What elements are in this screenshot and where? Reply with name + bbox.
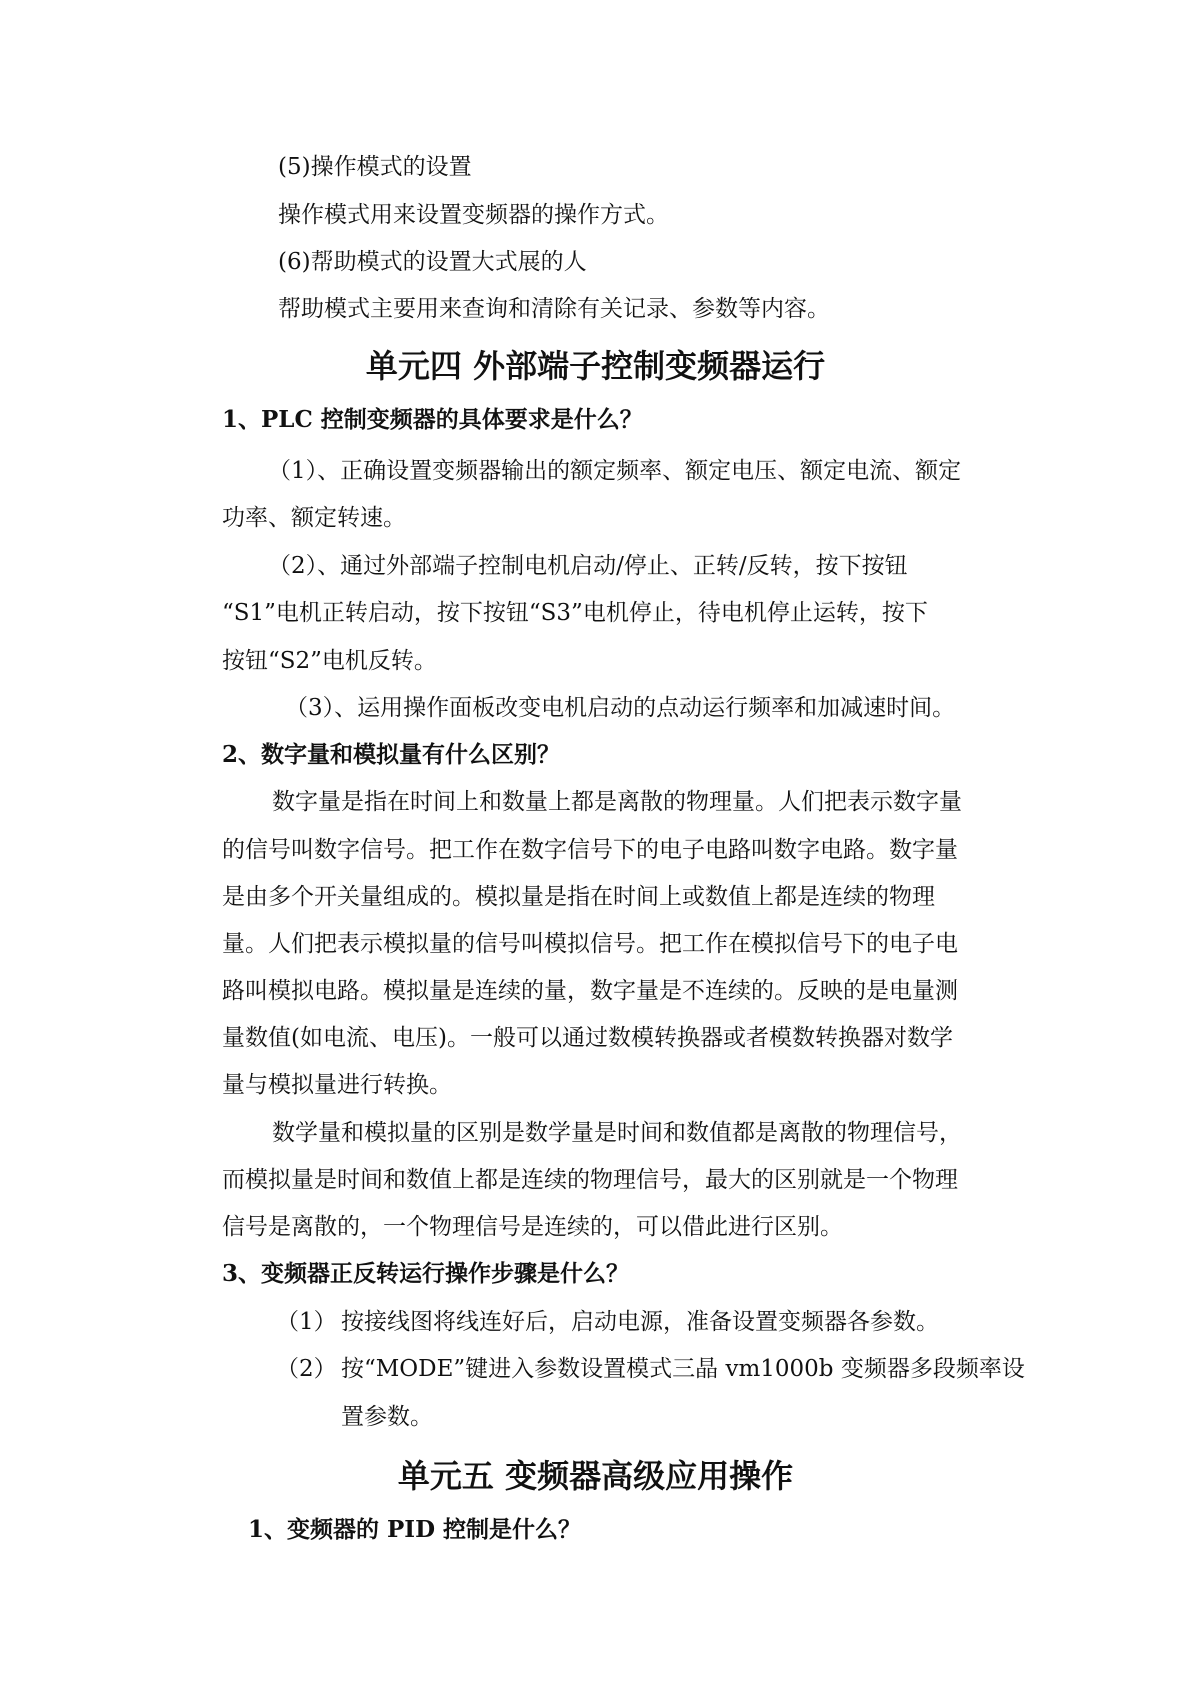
unit4-q2-a1-line4: 量。人们把表示模拟量的信号叫模拟信号。把工作在模拟信号下的电子电 — [222, 931, 958, 957]
unit4-q1-p2-line2: “S1”电机正转启动，按下按钮“S3”电机停止，待电机停止运转，按下 — [222, 600, 928, 626]
unit4-q1-p1-line1: （1）、正确设置变频器输出的额定频率、额定电压、额定电流、额定 — [268, 458, 962, 484]
unit4-q2-a2-line1: 数学量和模拟量的区别是数学量是时间和数值都是离散的物理信号， — [272, 1120, 962, 1146]
item5-title: (5)操作模式的设置 — [278, 154, 472, 180]
unit5-q1-title: 1、变频器的 PID 控制是什么？ — [248, 1516, 582, 1543]
unit4-q3-step1-text: 按接线图将线连好后，启动电源，准备设置变频器各参数。 — [341, 1309, 939, 1335]
unit4-q2-a2-line3: 信号是离散的，一个物理信号是连续的，可以借此进行区别。 — [222, 1214, 843, 1240]
unit4-q1-p2-line1: （2）、通过外部端子控制电机启动/停止、正转/反转，按下按钮 — [268, 553, 908, 579]
unit4-q3-step2-text-line2: 置参数。 — [341, 1404, 433, 1430]
unit4-q2-a1-line2: 的信号叫数字信号。把工作在数字信号下的电子电路叫数字电路。数字量 — [222, 837, 958, 863]
unit4-q1-p3-line1: （3）、运用操作面板改变电机启动的点动运行频率和加减速时间。 — [285, 695, 956, 721]
unit5-heading: 单元五 变频器高级应用操作 — [397, 1457, 794, 1495]
unit4-q1-p2-line3: 按钮“S2”电机反转。 — [222, 648, 437, 674]
unit4-q3-step2-text-line1: 按“MODE”键进入参数设置模式三晶 vm1000b 变频器多段频率设 — [341, 1356, 1025, 1382]
unit4-q1-title: 1、PLC 控制变频器的具体要求是什么？ — [222, 406, 643, 433]
unit4-q2-a1-line5: 路叫模拟电路。模拟量是连续的量，数字量是不连续的。反映的是电量测 — [222, 978, 958, 1004]
unit4-q2-a1-line3: 是由多个开关量组成的。模拟量是指在时间上或数值上都是连续的物理 — [222, 884, 935, 910]
item6-title: (6)帮助模式的设置大式展的人 — [278, 249, 587, 275]
unit4-q2-a1-line1: 数字量是指在时间上和数量上都是离散的物理量。人们把表示数字量 — [272, 789, 962, 815]
unit4-q2-title: 2、数字量和模拟量有什么区别？ — [222, 741, 561, 768]
unit4-q2-a1-line7: 量与模拟量进行转换。 — [222, 1072, 452, 1098]
unit4-q3-step2-number: （2） — [276, 1356, 337, 1382]
unit4-q2-a2-line2: 而模拟量是时间和数值上都是连续的物理信号，最大的区别就是一个物理 — [222, 1167, 958, 1193]
unit4-heading: 单元四 外部端子控制变频器运行 — [365, 347, 826, 385]
unit4-q3-title: 3、变频器正反转运行操作步骤是什么？ — [222, 1260, 630, 1287]
unit4-q2-a1-line6: 量数值(如电流、电压)。一般可以通过数模转换器或者模数转换器对数学 — [222, 1025, 953, 1051]
item5-text: 操作模式用来设置变频器的操作方式。 — [278, 202, 669, 228]
unit4-q3-step1-number: （1） — [276, 1309, 337, 1335]
item6-text: 帮助模式主要用来查询和清除有关记录、参数等内容。 — [278, 296, 830, 322]
unit4-q1-p1-line2: 功率、额定转速。 — [222, 505, 406, 531]
